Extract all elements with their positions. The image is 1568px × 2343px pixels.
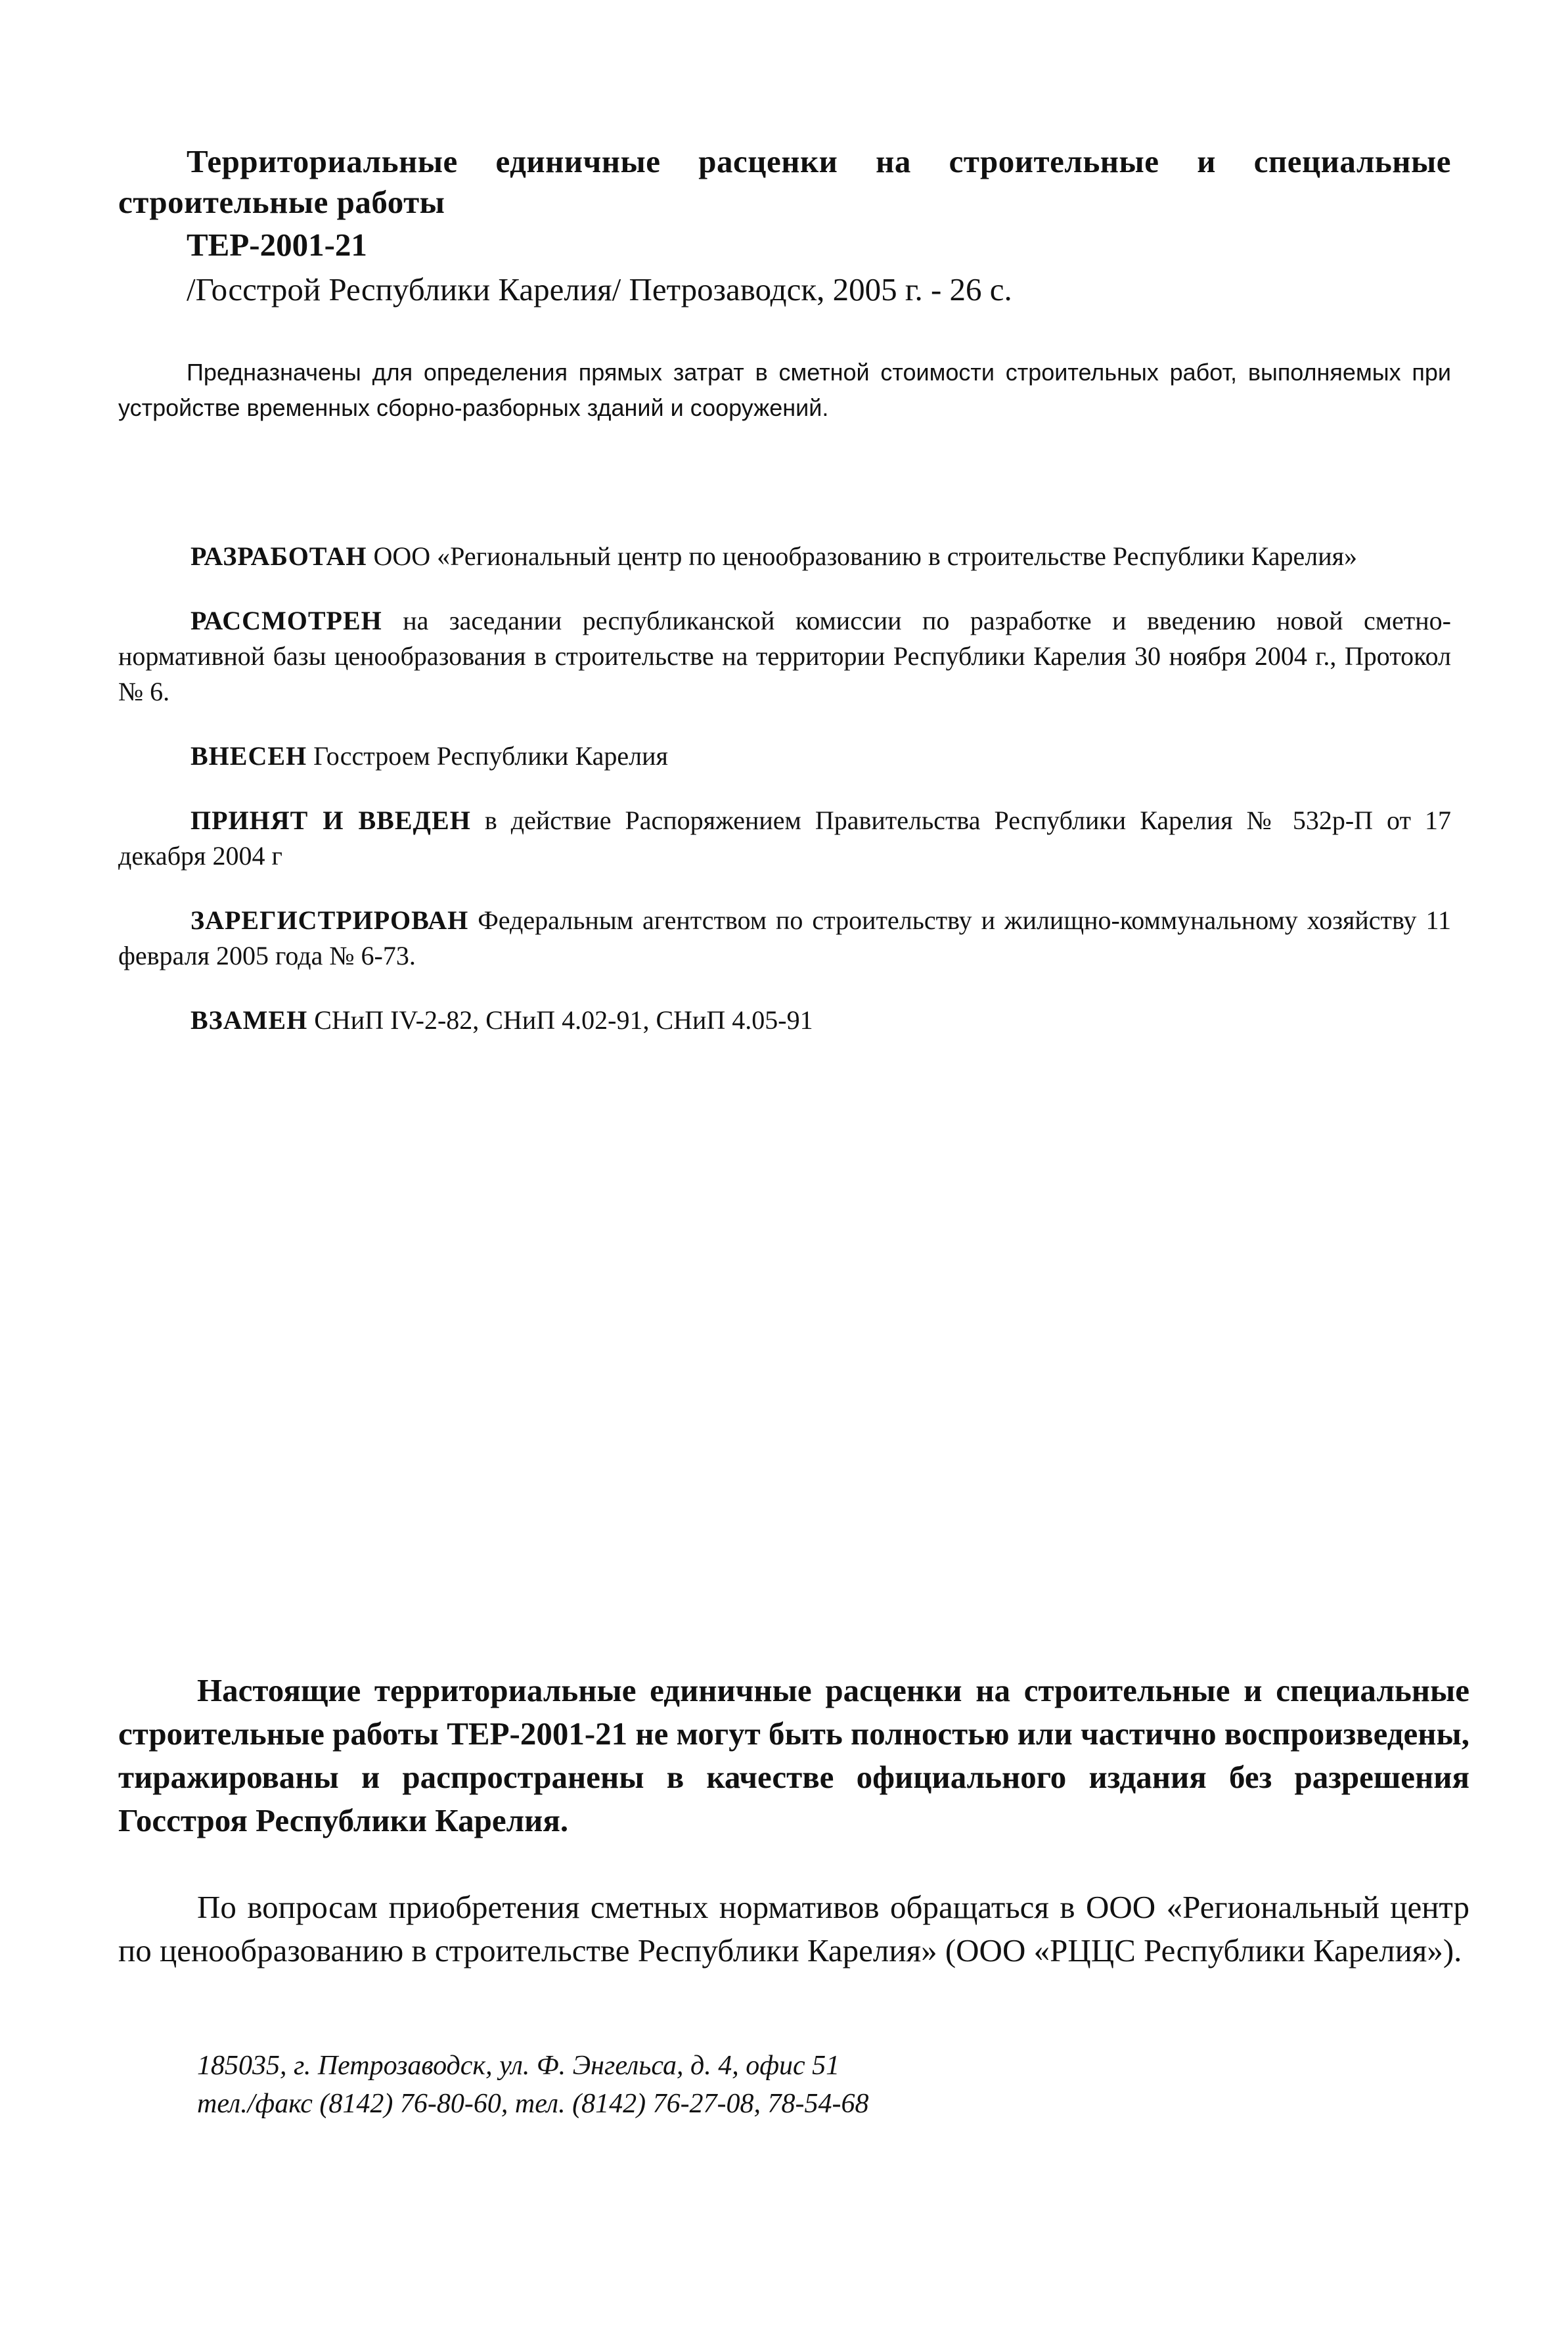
purpose-paragraph: Предназначены для определения прямых затрат в сметной стоимости строительных работ, выполняемых при устройстве временных сборно-разборных зданий и сооружений. <box>118 359 1451 421</box>
registered-label: ЗАРЕГИСТРИРОВАН <box>190 905 469 935</box>
document-info-block <box>118 539 1451 1067</box>
registered-text: Федеральным агентством по строительству и жилищно-коммунальному хозяйству 11 февраля 2005 года № 6-73. <box>118 905 1451 970</box>
developed-label: РАЗРАБОТАН <box>190 541 367 571</box>
registered-paragraph <box>118 903 1451 974</box>
reviewed-paragraph <box>118 603 1451 710</box>
phone-line: тел./факс (8142) 76-80-60, тел. (8142) 76-27-08, 78-54-68 <box>197 2089 869 2119</box>
document-title: Территориальные единичные расценки на строительные и специальные строительные работы <box>118 143 1451 220</box>
submitted-label: ВНЕСЕН <box>190 741 307 771</box>
submitted-text: Госстроем Республики Карелия <box>307 741 668 771</box>
replaces-paragraph <box>118 1003 1451 1038</box>
adopted-paragraph <box>118 803 1451 874</box>
developed-text: ООО «Региональный центр по ценообразованию в строительстве Республики Карелия» <box>367 541 1358 571</box>
reviewed-label: РАССМОТРЕН <box>190 606 382 635</box>
submitted-paragraph <box>118 739 1451 774</box>
replaces-text: СНиП IV-2-82, СНиП 4.02-91, СНиП 4.05-91 <box>307 1005 813 1035</box>
replaces-label: ВЗАМЕН <box>190 1005 308 1035</box>
document-code: ТЕР-2001-21 <box>187 227 367 263</box>
developed-paragraph <box>118 539 1451 574</box>
address-block <box>197 2047 869 2123</box>
reviewed-text: на заседании республиканской комиссии по разработке и введению новой сметно-нормативной базы ценообразования в строительстве на территории Республики Карелия 30 ноября 2004 г., Протокол № 6. <box>118 606 1451 706</box>
contact-paragraph: По вопросам приобретения сметных нормативов обращаться в ООО «Региональный центр по ценообразованию в строительстве Республики Карелия» (ООО «РЦЦС Республики Карелия»). <box>118 1889 1469 1968</box>
adopted-label: ПРИНЯТ И ВВЕДЕН <box>190 806 471 835</box>
address-line: 185035, г. Петрозаводск, ул. Ф. Энгельса, д. 4, офис 51 <box>197 2051 840 2081</box>
document-header <box>118 141 1451 312</box>
publication-info: /Госстрой Республики Карелия/ Петрозаводск, 2005 г. - 26 с. <box>187 271 1012 307</box>
copyright-notice: Настоящие территориальные единичные расценки на строительные и специальные строительные работы ТЕР-2001-21 не могут быть полностью или частично воспроизведены, тиражированы и распространены в качестве официального издания без разрешения Госстроя Республики Карелия. <box>118 1672 1469 1838</box>
adopted-text: в действие Распоряжением Правительства Республики Карелия № 532р-П от 17 декабря 2004 г <box>118 806 1451 871</box>
